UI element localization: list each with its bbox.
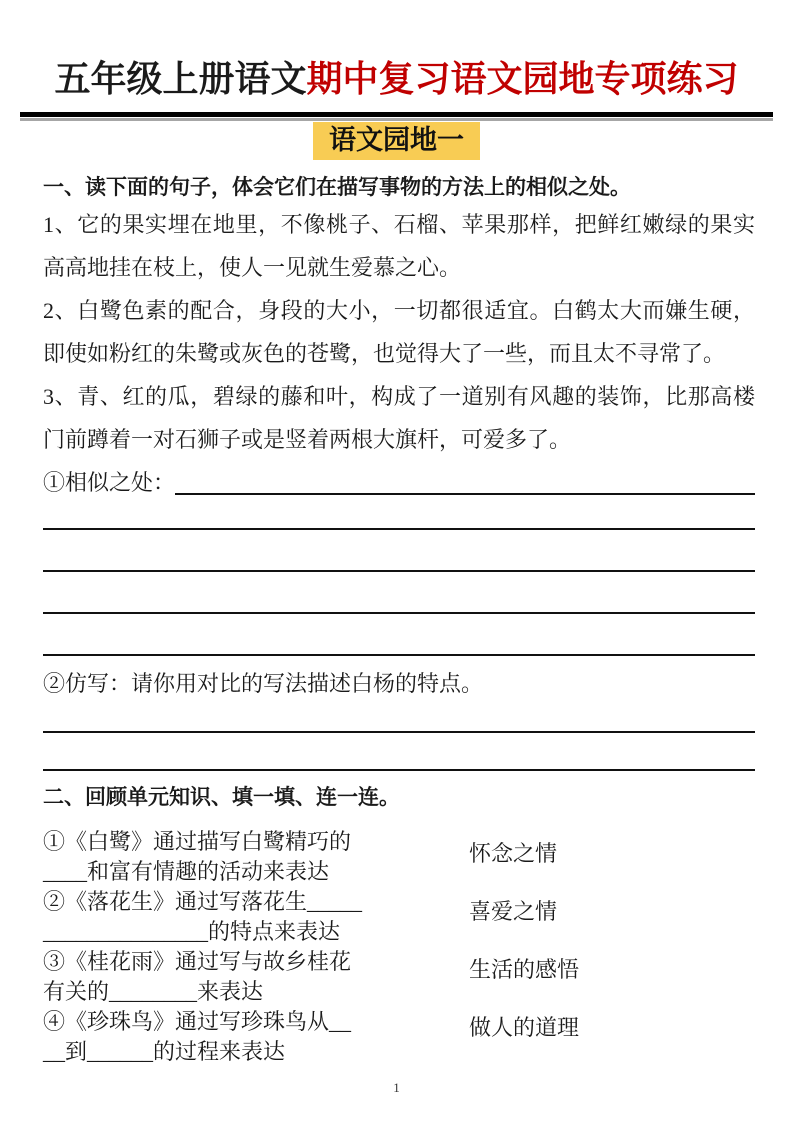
answer-blank-line — [43, 733, 755, 771]
match-option-3: 生活的感悟 — [469, 957, 580, 982]
match-item-4-line-2: __到______的过程来表达 — [43, 1039, 286, 1064]
match-item-3-line-1: ③《桂花雨》通过写与故乡桂花 — [43, 949, 352, 974]
answer-blank-line — [43, 530, 755, 572]
match-item-1-line-2: ____和富有情趣的活动来表达 — [43, 859, 330, 884]
page-title — [0, 55, 793, 103]
match-item-3-line-2: 有关的________来表达 — [43, 979, 264, 1004]
answer-lines-group-2 — [43, 695, 755, 771]
matching-exercise — [43, 827, 755, 1071]
match-item-2-line-2: _______________的特点来表达 — [43, 919, 341, 944]
answer-blank-line — [43, 572, 755, 614]
answer-blank-line — [175, 461, 755, 495]
match-option-2: 喜爱之情 — [469, 899, 558, 924]
unit-badge-row — [0, 122, 793, 160]
unit-badge: 语文园地一 — [313, 122, 480, 160]
match-item-2-line-1: ②《落花生》通过写落花生_____ — [43, 889, 363, 914]
match-option-1: 怀念之情 — [469, 841, 558, 866]
match-item-1-line-1: ①《白鹭》通过描写白鹭精巧的 — [43, 829, 352, 854]
divider-black-line — [20, 112, 773, 117]
match-item-4-line-1: ④《珍珠鸟》通过写珍珠鸟从__ — [43, 1009, 352, 1034]
title-topic-part: 期中复习语文园地专项练习 — [306, 59, 739, 99]
question-2-label: ②仿写：请你用对比的写法描述白杨的特点。 — [43, 671, 484, 696]
answer-blank-line — [43, 614, 755, 656]
answer-lines-group-1 — [43, 488, 755, 656]
sentence-1: 1、它的果实埋在地里，不像桃子、石榴、苹果那样，把鲜红嫩绿的果实高高地挂在枝上，使人一见就生爱慕之心。 — [43, 212, 755, 280]
title-grade-part: 五年级上册语文 — [54, 59, 307, 99]
divider-gray-line — [20, 118, 773, 121]
section-two-heading: 二、回顾单元知识、填一填、连一连。 — [43, 786, 400, 809]
page-number: 1 — [393, 1080, 400, 1095]
match-right-column — [445, 827, 755, 1071]
worksheet-content — [43, 173, 755, 1071]
match-option-4: 做人的道理 — [469, 1015, 580, 1040]
match-left-column — [43, 827, 445, 1071]
section-one-heading: 一、读下面的句子，体会它们在描写事物的方法上的相似之处。 — [43, 176, 631, 199]
title-divider — [20, 112, 773, 121]
sentence-2: 2、白鹭色素的配合，身段的大小，一切都很适宜。白鹤太大而嫌生硬，即使如粉红的朱鹭或灰色的苍鹭，也觉得大了一些，而且太不寻常了。 — [43, 298, 755, 366]
question-1-label: ①相似之处： — [43, 470, 176, 495]
sentence-3: 3、青、红的瓜，碧绿的藤和叶，构成了一道别有风趣的装饰，比那高楼门前蹲着一对石狮子或是竖着两根大旗杆，可爱多了。 — [43, 384, 755, 452]
